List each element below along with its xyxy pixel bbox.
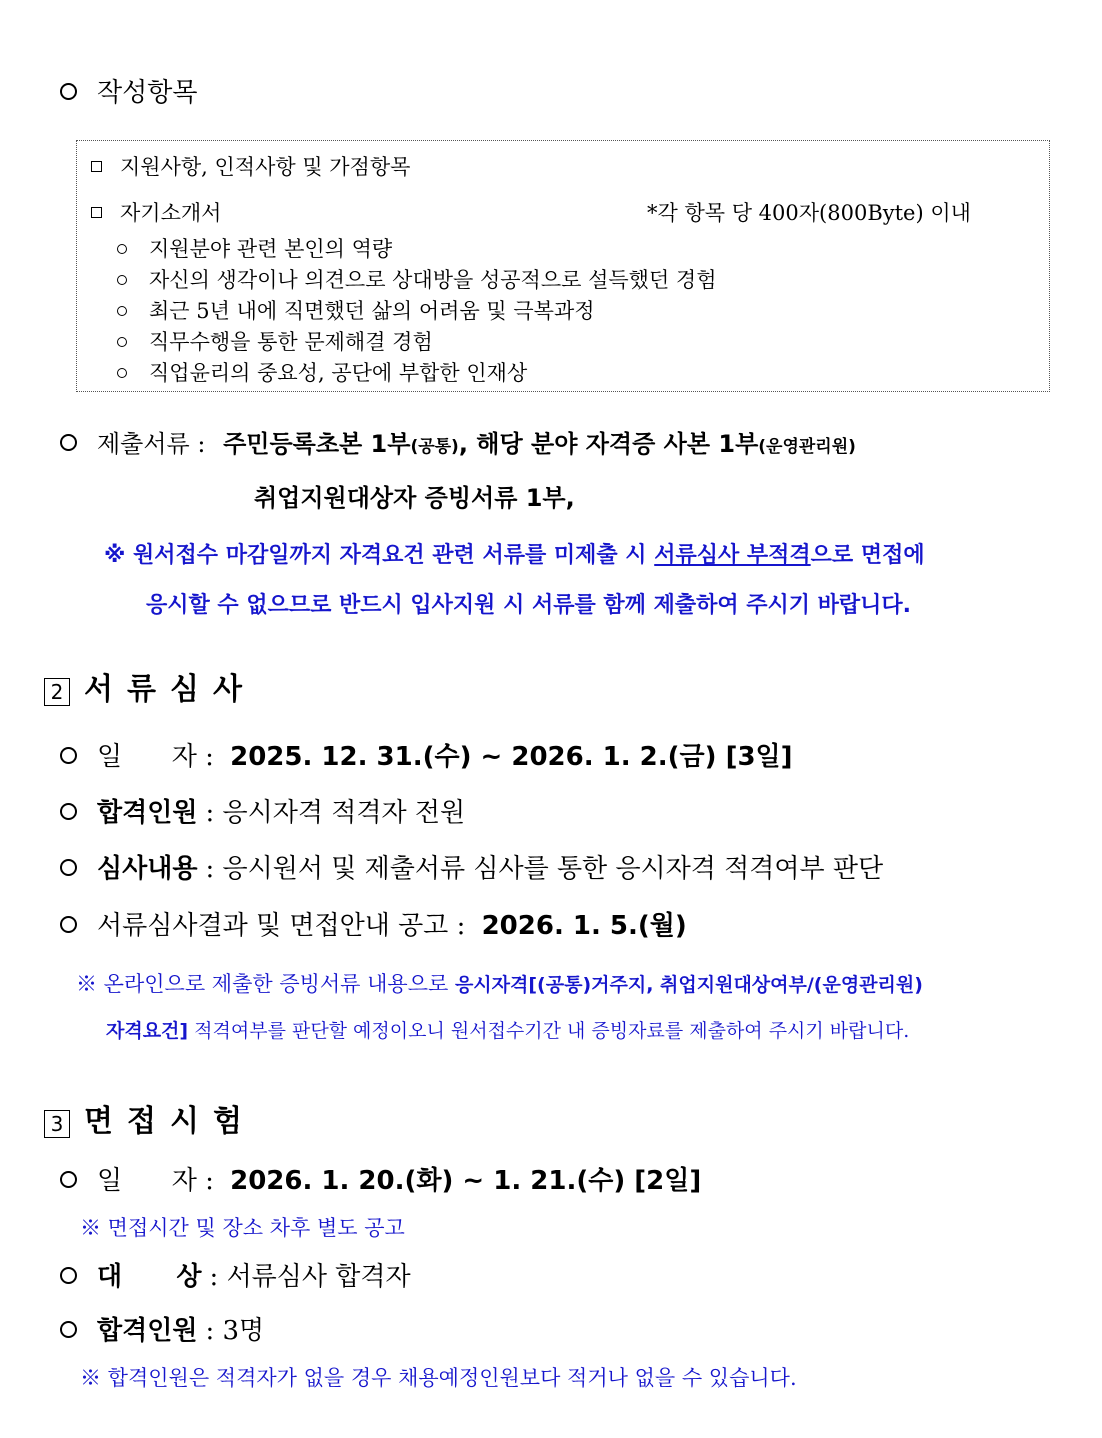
section-number-box: 3 bbox=[44, 1110, 70, 1138]
box-item-self-intro: 자기소개서 bbox=[91, 197, 221, 227]
documents-label: 제출서류 : bbox=[97, 430, 206, 458]
documents-line1: 제출서류 : 주민등록초본 1부(공통), 해당 분야 자격증 사본 1부(운영관리원) bbox=[60, 424, 856, 459]
small-circle-bullet-icon bbox=[117, 337, 127, 347]
section2-date: 일 자 : 2025. 12. 31.(수) ~ 2026. 1. 2.(금) [3일] bbox=[60, 736, 793, 773]
circle-bullet-icon bbox=[60, 1171, 77, 1188]
writing-items-heading: 작성항목 bbox=[60, 72, 197, 109]
circle-bullet-icon bbox=[60, 83, 77, 100]
section3-date-note: ※ 면접시간 및 장소 차후 별도 공고 bbox=[80, 1216, 405, 1240]
sub-item: 직업윤리의 중요성, 공단에 부합한 인재상 bbox=[117, 357, 527, 387]
sub-item: 최근 5년 내에 직면했던 삶의 어려움 및 극복과정 bbox=[117, 295, 595, 325]
section2-heading bbox=[44, 664, 256, 709]
documents-note: ※ 원서접수 마감일까지 자격요건 관련 서류를 미제출 시 서류심사 부적격으로 면접에 bbox=[104, 543, 925, 568]
section-title: 서류심사 bbox=[84, 672, 256, 707]
documents-line2: 취업지원대상자 증빙서류 1부, bbox=[254, 484, 575, 512]
small-circle-bullet-icon bbox=[117, 244, 127, 254]
section2-notice: 서류심사결과 및 면접안내 공고 : 2026. 1. 5.(월) bbox=[60, 905, 687, 942]
documents-item-b: , 해당 분야 자격증 사본 1부 bbox=[458, 430, 759, 458]
section-number-box: 2 bbox=[44, 678, 70, 706]
square-bullet-icon bbox=[91, 161, 102, 172]
section3-date-value: 2026. 1. 20.(화) ~ 1. 21.(수) [2일] bbox=[230, 1166, 702, 1196]
section3-pass-note: ※ 합격인원은 적격자가 없을 경우 채용예정인원보다 적거나 없을 수 있습니다. bbox=[80, 1366, 797, 1390]
small-circle-bullet-icon bbox=[117, 306, 127, 316]
square-bullet-icon bbox=[91, 207, 102, 218]
small-circle-bullet-icon bbox=[117, 368, 127, 378]
section2-content: 심사내용 : 응시원서 및 제출서류 심사를 통한 응시자격 적격여부 판단 bbox=[60, 848, 883, 885]
section2-date-value: 2025. 12. 31.(수) ~ 2026. 1. 2.(금) [3일] bbox=[230, 742, 793, 772]
circle-bullet-icon bbox=[60, 1321, 77, 1338]
documents-note-line2: 응시할 수 없으므로 반드시 입사지원 시 서류를 함께 제출하여 주시기 바랍니다. bbox=[146, 593, 912, 618]
circle-bullet-icon bbox=[60, 747, 77, 764]
documents-item-a: 주민등록초본 1부 bbox=[223, 430, 411, 458]
writing-items-box bbox=[76, 140, 1050, 392]
section3-target: 대 상 : 서류심사 합격자 bbox=[60, 1256, 411, 1293]
circle-bullet-icon bbox=[60, 859, 77, 876]
sub-item: 지원분야 관련 본인의 역량 bbox=[117, 233, 392, 263]
box-item-application: 지원사항, 인적사항 및 가점항목 bbox=[91, 151, 410, 181]
circle-bullet-icon bbox=[60, 434, 77, 451]
section3-pass: 합격인원 : 3명 bbox=[60, 1310, 264, 1347]
section-title: 면접시험 bbox=[84, 1104, 256, 1139]
small-circle-bullet-icon bbox=[117, 275, 127, 285]
sub-item: 직무수행을 통한 문제해결 경험 bbox=[117, 326, 433, 356]
section3-date: 일 자 : 2026. 1. 20.(화) ~ 1. 21.(수) [2일] bbox=[60, 1160, 701, 1197]
circle-bullet-icon bbox=[60, 1267, 77, 1284]
sub-item: 자신의 생각이나 의견으로 상대방을 성공적으로 설득했던 경험 bbox=[117, 264, 717, 294]
circle-bullet-icon bbox=[60, 916, 77, 933]
section2-note-line2: 자격요건] 적격여부를 판단할 예정이오니 원서접수기간 내 증빙자료를 제출하여 주시기 바랍니다. bbox=[106, 1020, 910, 1042]
circle-bullet-icon bbox=[60, 803, 77, 820]
char-limit-note: *각 항목 당 400자(800Byte) 이내 bbox=[647, 201, 971, 225]
section2-pass: 합격인원 : 응시자격 적격자 전원 bbox=[60, 792, 465, 829]
section2-note: ※ 온라인으로 제출한 증빙서류 내용으로 응시자격[(공통)거주지, 취업지원대상여부/(운영관리원) bbox=[76, 972, 923, 996]
section3-heading bbox=[44, 1096, 256, 1141]
